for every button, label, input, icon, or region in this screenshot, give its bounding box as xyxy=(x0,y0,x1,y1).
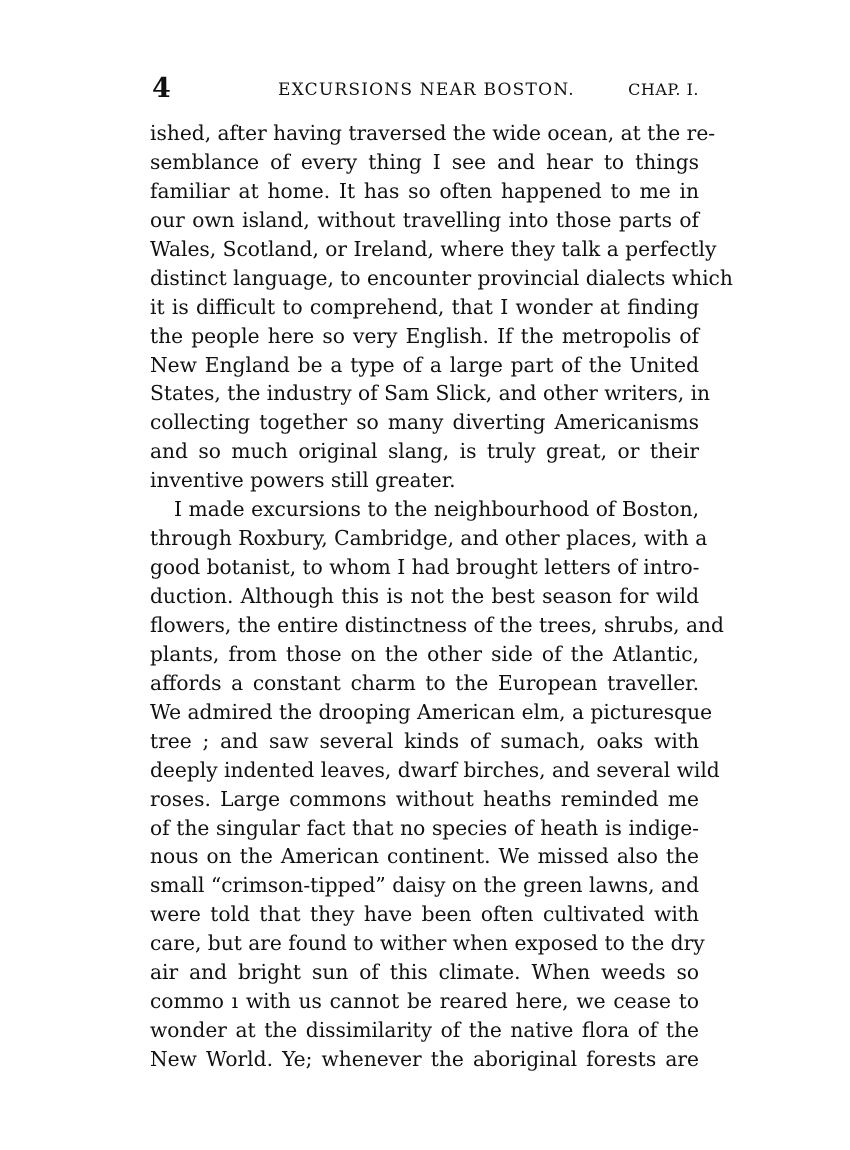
text-line: through Roxbury, Cambridge, and other places, with a xyxy=(150,526,708,551)
text-line: roses. Large commons without heaths reminded me xyxy=(150,786,699,811)
page-number: 4 xyxy=(152,73,171,104)
text-line: commo ı with us cannot be reared here, we cease to xyxy=(150,989,699,1014)
text-line: affords a constant charm to the European traveller. xyxy=(150,670,699,695)
text-line: good botanist, to whom I had brought letters of intro- xyxy=(150,555,700,580)
text-line: small “crimson-tipped” daisy on the green lawns, and xyxy=(150,873,699,898)
text-line: wonder at the dissimilarity of the native flora of the xyxy=(150,1018,699,1043)
text-line: our own island, without travelling into those parts of xyxy=(150,207,699,232)
text-line: semblance of every thing I see and hear to things xyxy=(150,149,699,174)
text-line: Wales, Scotland, or Ireland, where they talk a perfectly xyxy=(150,236,717,261)
text-line: were told that they have been often cultivated with xyxy=(150,902,699,927)
paragraph-last-line: inventive powers still greater. xyxy=(150,468,456,493)
chapter-label: CHAP. I. xyxy=(628,80,699,99)
text-line: New World. Ye; whenever the aboriginal forests are xyxy=(150,1047,699,1071)
text-line: ished, after having traversed the wide ocean, at the re- xyxy=(150,121,716,145)
text-line: flowers, the entire distinctness of the trees, shrubs, and xyxy=(150,612,724,637)
running-title: EXCURSIONS NEAR BOSTON. xyxy=(278,80,575,100)
text-line: States, the industry of Sam Slick, and other writers, in xyxy=(150,381,711,406)
text-line: deeply indented leaves, dwarf birches, and several wild xyxy=(150,757,720,782)
text-line: plants, from those on the other side of the Atlantic, xyxy=(150,641,699,666)
text-line: care, but are found to wither when exposed to the dry xyxy=(150,931,705,956)
text-line: the people here so very English. If the metropolis of xyxy=(150,323,699,348)
text-line: of the singular fact that no species of heath is indige- xyxy=(150,815,699,840)
text-line: distinct language, to encounter provincial dialects which xyxy=(150,265,733,290)
text-line: collecting together so many diverting Americanisms xyxy=(150,410,699,435)
text-line: tree ; and saw several kinds of sumach, oaks with xyxy=(150,728,699,753)
text-line: familiar at home. It has so often happened to me in xyxy=(150,178,699,203)
running-head xyxy=(152,74,699,104)
body-text xyxy=(150,119,733,1074)
text-line: nous on the American continent. We missed also the xyxy=(150,844,699,869)
text-line: New England be a type of a large part of the United xyxy=(150,352,699,377)
text-line: duction. Although this is not the best season for wild xyxy=(150,584,699,608)
text-line: air and bright sun of this climate. When weeds so xyxy=(150,960,699,985)
text-line: We admired the drooping American elm, a picturesque xyxy=(150,699,713,724)
text-line: it is difficult to comprehend, that I wonder at finding xyxy=(150,294,699,319)
paragraph-first-line: I made excursions to the neighbourhood of Boston, xyxy=(174,497,699,522)
text-line: and so much original slang, is truly great, or their xyxy=(150,439,699,464)
